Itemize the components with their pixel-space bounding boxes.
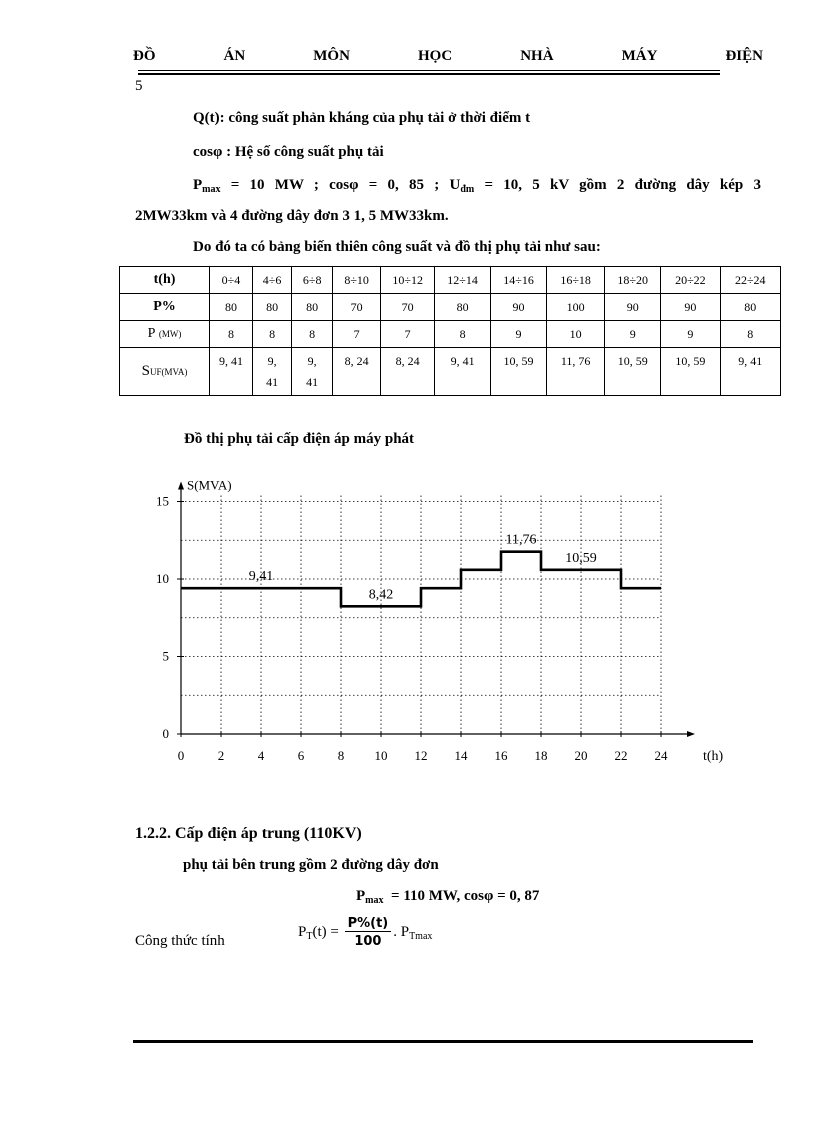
header-rule [138,70,720,71]
table-cell: 8 [252,321,292,348]
page-header [133,48,763,70]
y-tick-label: 0 [162,726,169,741]
cell-line: 10, 59 [617,354,648,368]
chart-labels [156,478,724,765]
load-chart [130,470,730,775]
table-row-percent [120,294,781,321]
cell-line: 11, 76 [560,354,591,368]
header-rule-double [138,73,720,75]
x-tick-label: 24 [654,748,668,763]
table-cell [435,348,491,396]
page-number: 5 [135,78,143,94]
table-cell: 9 [661,321,720,348]
formula-label: Công thức tính [135,933,225,949]
x-tick-label: 2 [217,748,225,763]
cell-line: 9, 41 [218,354,243,368]
header-word: ĐỒ [133,48,156,64]
cell-line: 9, 41 [450,354,475,368]
table-cell: 90 [491,294,547,321]
q-definition: Q(t): công suất phản kháng của phụ tải ở thời điểm t [193,110,531,126]
table-cell [605,348,661,396]
header-word: ÁN [223,48,246,64]
load-table [119,266,781,396]
x-tick-label: 22 [614,748,628,763]
cell-line: 41 [306,375,319,389]
table-cell: 16÷18 [547,267,605,294]
table-cell [252,348,292,396]
table-row-apparent [120,348,781,396]
formula-fraction: $\frac{P\%(t)}{100}$ [345,916,392,949]
table-cell [210,348,253,396]
y-axis-label: S(MVA) [187,477,232,493]
table-cell: 0÷4 [210,267,253,294]
data-label: 9,41 [248,569,274,585]
cell-line: 41 [266,375,279,389]
table-cell: 80 [292,294,333,321]
footer-rule [133,1040,373,1043]
table-row-time [120,267,781,294]
chart-axes [177,482,695,738]
table-cell: 80 [210,294,253,321]
header-word: ĐIỆN [725,48,763,64]
x-tick-label: 14 [454,748,468,763]
lines-description: 2MW33km và 4 đường dây đơn 3 1, 5 MW33km. [135,208,449,224]
cell-line: 10, 59 [503,354,534,368]
table-intro: Do đó ta có bảng biến thiên công suất và đồ thị phụ tải như sau: [193,239,601,255]
y-tick-label: 10 [156,571,169,586]
table-cell: 70 [332,294,380,321]
cell-line: 8, 24 [344,354,369,368]
row-label-s: SUF(MVA) [120,348,210,396]
x-tick-label: 8 [337,748,345,763]
footer-rule-right [373,1040,753,1043]
x-tick-label: 16 [494,748,508,763]
header-word: MÁY [621,48,658,64]
header-word: MÔN [313,48,350,64]
table-cell: 7 [332,321,380,348]
table-cell: 10 [547,321,605,348]
table-cell [661,348,720,396]
table-cell: 22÷24 [720,267,781,294]
parameters-line: $P_{max} = 10$ MW ; cosφ = 0, 85 ; $U_{đm} = 10$, 5 kV gồm 2 đường dây kép 3 [193,177,761,195]
x-axis-arrow-icon [687,731,695,737]
x-tick-label: 10 [374,748,388,763]
table-cell: 12÷14 [435,267,491,294]
table-cell: 80 [252,294,292,321]
x-tick-label: 0 [177,748,185,763]
table-cell [332,348,380,396]
cell-line: 9, [307,354,317,368]
x-tick-label: 20 [574,748,588,763]
x-tick-label: 4 [257,748,265,763]
row-label-p-mw: P (MW) [120,321,210,348]
y-tick-label: 5 [162,648,169,664]
table-cell: 20÷22 [661,267,720,294]
x-tick-label: 18 [534,748,548,763]
cell-line: 9, 41 [738,354,763,368]
table-cell [292,348,333,396]
table-cell: 8÷10 [332,267,380,294]
chart-caption: Đồ thị phụ tải cấp điện áp máy phát [184,431,415,447]
row-label-t: t(h) [120,267,210,294]
chart-grid [181,496,661,735]
table-cell [491,348,547,396]
table-cell [720,348,781,396]
table-cell: 8 [292,321,333,348]
table-cell: 4÷6 [252,267,292,294]
cos-definition: cosφ : Hệ số công suất phụ tải [193,144,384,160]
table-cell: 9 [605,321,661,348]
data-label: 8,42 [368,587,394,603]
table-cell: 80 [435,294,491,321]
section-pmax: $P_{max} = 110$ MW, cosφ = 0, 87 [356,888,540,906]
table-cell: 100 [547,294,605,321]
table-cell: 18÷20 [605,267,661,294]
cell-line: 8, 24 [395,354,420,368]
table-cell: 8 [210,321,253,348]
table-cell: 14÷16 [491,267,547,294]
data-label: 11,76 [505,532,537,548]
x-tick-label: 12 [414,748,428,763]
table-cell [381,348,435,396]
x-axis-label: t(h) [703,749,724,764]
row-label-p-pct: P% [120,294,210,321]
table-cell: 6÷8 [292,267,333,294]
table-row-power [120,321,781,348]
table-cell: 10÷12 [381,267,435,294]
header-word: HỌC [417,48,453,64]
section-line: phụ tải bên trung gồm 2 đường dây đơn [183,857,439,873]
cell-line: 9, [267,354,277,368]
x-tick-label: 6 [297,748,305,763]
table-cell: 90 [661,294,720,321]
table-cell [547,348,605,396]
y-tick-label: 15 [156,493,169,509]
table-cell: 9 [491,321,547,348]
table-cell: 7 [381,321,435,348]
table-cell: 80 [720,294,781,321]
section-heading: 1.2.2. Cấp điện áp trung (110KV) [135,825,362,842]
table-cell: 70 [381,294,435,321]
table-cell: 8 [720,321,781,348]
formula: $P_T(t)$ = $\frac{P\%(t)}{100}$ . $P_{Tmax}$ [298,916,433,949]
data-label: 10,59 [565,550,597,566]
table-cell: 90 [605,294,661,321]
header-word: NHÀ [520,48,554,64]
y-axis-arrow-icon [178,482,184,490]
table-cell: 8 [435,321,491,348]
cell-line: 10, 59 [675,354,706,368]
